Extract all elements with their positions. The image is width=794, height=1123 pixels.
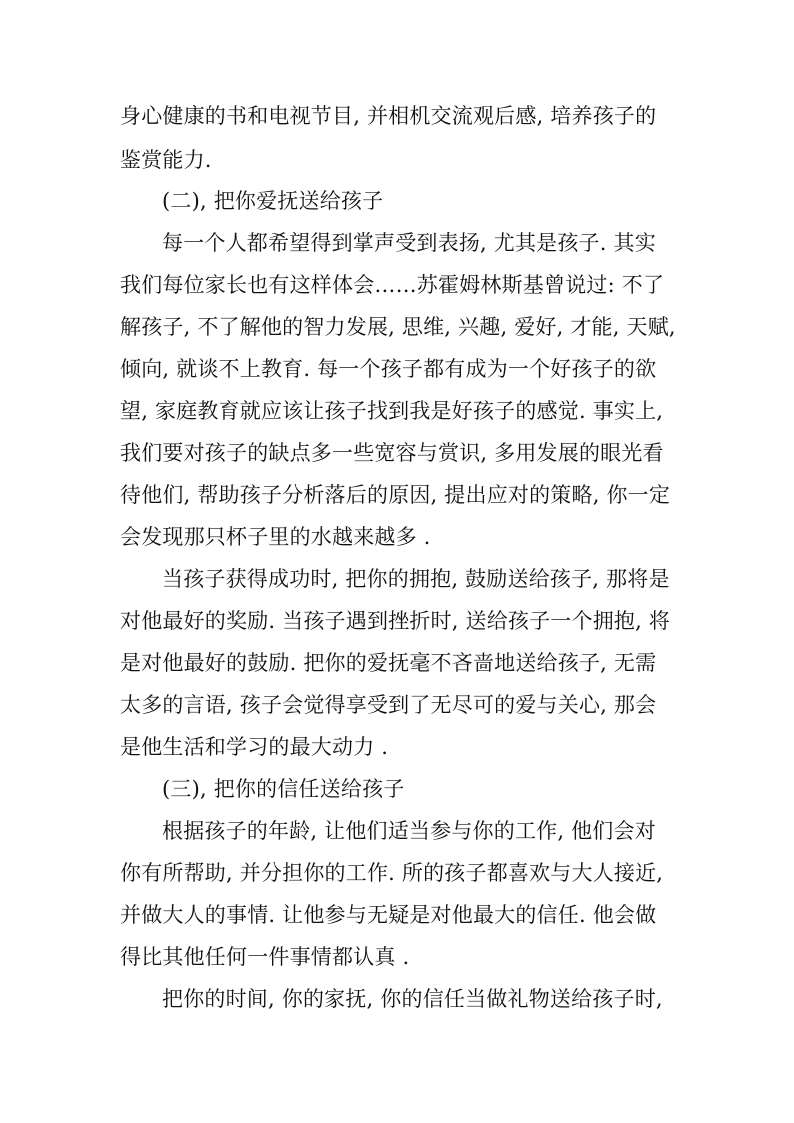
- text-line-1: 身心健康的书和电视节目, 并相机交流观后感, 培养孩子的: [120, 104, 657, 128]
- text-line-2: 鉴赏能力.: [120, 148, 212, 172]
- text-line-14: 是对他最好的鼓励. 把你的爱抚毫不吝啬地送给孩子, 无需: [120, 651, 657, 675]
- text-line-4: 每一个人都希望得到掌声受到表扬, 尤其是孩子. 其实: [162, 231, 656, 255]
- text-line-11: 会发现那只杯子里的水越来越多 .: [120, 525, 431, 549]
- text-line-21: 得比其他任何一件事情都认真 .: [120, 945, 410, 969]
- text-line-10: 待他们, 帮助孩子分析落后的原因, 提出应对的策略, 你一定: [120, 483, 671, 507]
- text-line-8: 望, 家庭教育就应该让孩子找到我是好孩子的感觉. 事实上,: [120, 399, 664, 423]
- text-line-9: 我们要对孩子的缺点多一些宽容与赏识, 多用发展的眼光看: [120, 441, 664, 465]
- section-heading-2: (二), 把你爱抚送给孩子: [162, 189, 384, 213]
- text-line-6: 解孩子, 不了解他的智力发展, 思维, 兴趣, 爱好, 才能, 天赋,: [120, 315, 676, 339]
- text-line-18: 根据孩子的年龄, 让他们适当参与你的工作, 他们会对: [162, 819, 656, 843]
- text-line-19: 你有所帮助, 并分担你的工作. 所的孩子都喜欢与大人接近,: [120, 861, 664, 885]
- text-line-20: 并做大人的事情. 让他参与无疑是对他最大的信任. 他会做: [120, 903, 657, 927]
- text-line-7: 倾向, 就谈不上教育. 每一个孩子都有成为一个好孩子的欲: [120, 357, 657, 381]
- text-line-15: 太多的言语, 孩子会觉得享受到了无尽可的爱与关心, 那会: [120, 693, 657, 717]
- text-line-5: 我们每位家长也有这样体会……苏霍姆林斯基曾说过: 不了: [120, 273, 665, 297]
- text-line-13: 对他最好的奖励. 当孩子遇到挫折时, 送给孩子一个拥抱, 将: [120, 609, 671, 633]
- text-line-16: 是他生活和学习的最大动力 .: [120, 735, 389, 759]
- text-line-22: 把你的时间, 你的家抚, 你的信任当做礼物送给孩子时,: [162, 987, 663, 1011]
- text-line-12: 当孩子获得成功时, 把你的拥抱, 鼓励送给孩子, 那将是: [162, 567, 670, 591]
- section-heading-3: (三), 把你的信任送给孩子: [162, 777, 405, 801]
